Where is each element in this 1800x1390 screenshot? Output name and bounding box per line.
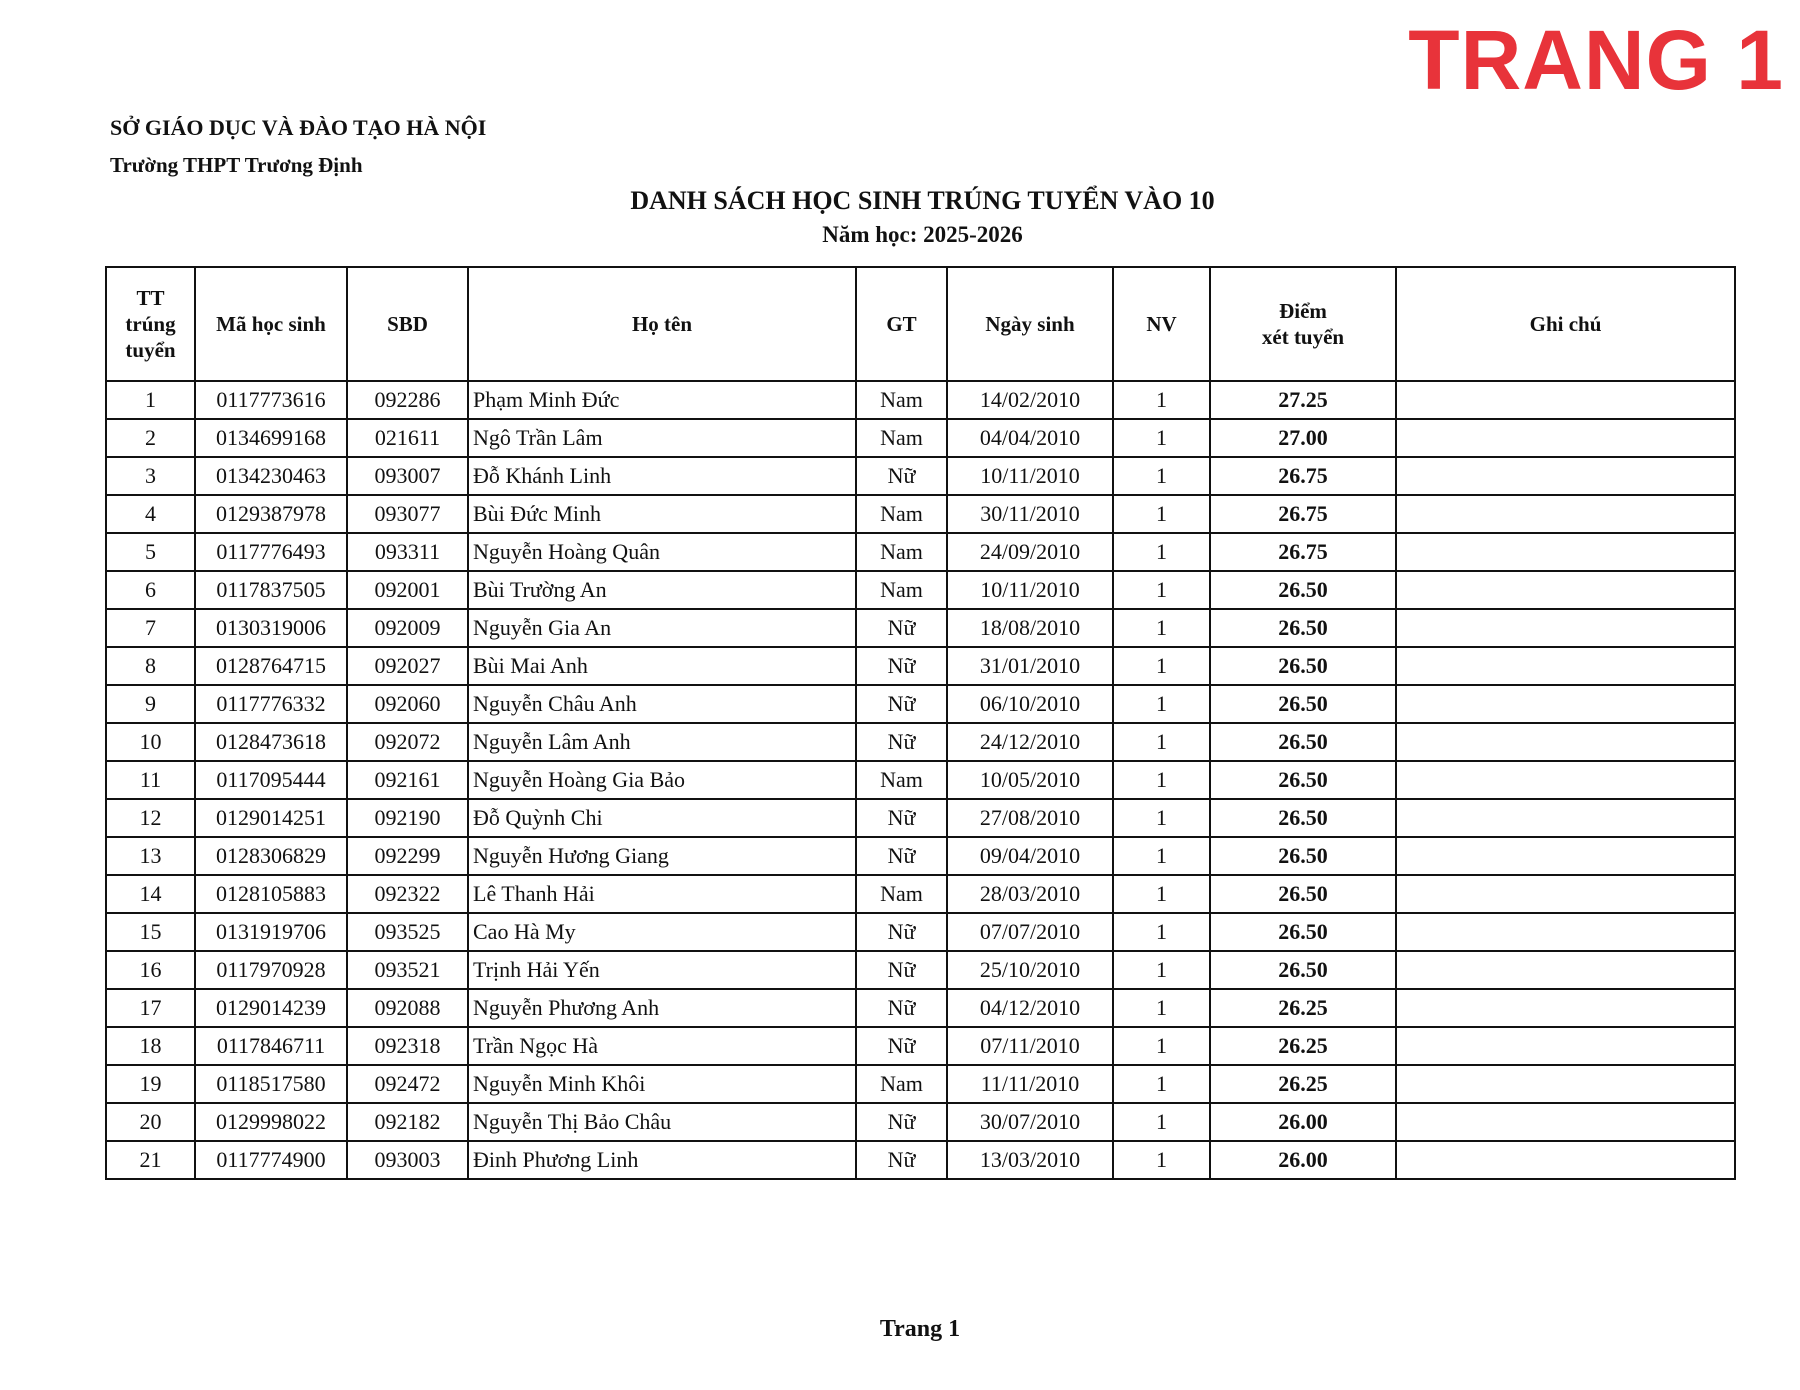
cell-student-id: 0134230463	[195, 457, 347, 495]
cell-student-id: 0128473618	[195, 723, 347, 761]
cell-gender: Nam	[856, 571, 947, 609]
cell-student-id: 0129014251	[195, 799, 347, 837]
cell-rank: 12	[106, 799, 195, 837]
cell-score: 26.50	[1210, 723, 1396, 761]
cell-note	[1396, 1141, 1735, 1179]
cell-nv: 1	[1113, 381, 1210, 419]
cell-dob: 18/08/2010	[947, 609, 1113, 647]
cell-score: 26.00	[1210, 1103, 1396, 1141]
cell-note	[1396, 1103, 1735, 1141]
document-title: DANH SÁCH HỌC SINH TRÚNG TUYỂN VÀO 10	[630, 186, 1215, 215]
school-name: Trường THPT Trương Định	[110, 153, 363, 177]
cell-score: 26.75	[1210, 495, 1396, 533]
cell-nv: 1	[1113, 1027, 1210, 1065]
cell-name: Nguyễn Hoàng Gia Bảo	[468, 761, 856, 799]
cell-score: 26.25	[1210, 1065, 1396, 1103]
cell-note	[1396, 533, 1735, 571]
cell-name: Nguyễn Gia An	[468, 609, 856, 647]
cell-nv: 1	[1113, 495, 1210, 533]
cell-score: 26.50	[1210, 647, 1396, 685]
col-header-nv: NV	[1113, 267, 1210, 381]
cell-student-id: 0117773616	[195, 381, 347, 419]
cell-nv: 1	[1113, 1065, 1210, 1103]
cell-note	[1396, 457, 1735, 495]
cell-name: Ngô Trần Lâm	[468, 419, 856, 457]
cell-nv: 1	[1113, 609, 1210, 647]
cell-note	[1396, 837, 1735, 875]
cell-note	[1396, 875, 1735, 913]
col-header-rank-line2: trúng	[125, 311, 176, 336]
cell-gender: Nam	[856, 419, 947, 457]
cell-student-id: 0131919706	[195, 913, 347, 951]
cell-gender: Nữ	[856, 723, 947, 761]
cell-sbd: 093311	[347, 533, 468, 571]
cell-sbd: 092088	[347, 989, 468, 1027]
cell-nv: 1	[1113, 913, 1210, 951]
cell-score: 26.50	[1210, 761, 1396, 799]
col-header-note: Ghi chú	[1396, 267, 1735, 381]
cell-score: 26.50	[1210, 837, 1396, 875]
cell-nv: 1	[1113, 723, 1210, 761]
cell-sbd: 092009	[347, 609, 468, 647]
cell-gender: Nữ	[856, 951, 947, 989]
col-header-rank-line1: TT	[136, 285, 165, 310]
cell-nv: 1	[1113, 1103, 1210, 1141]
table-row	[106, 761, 1735, 799]
cell-dob: 25/10/2010	[947, 951, 1113, 989]
table-row	[106, 989, 1735, 1027]
table-row	[106, 495, 1735, 533]
school-year: Năm học: 2025-2026	[822, 222, 1023, 247]
cell-note	[1396, 913, 1735, 951]
cell-student-id: 0129014239	[195, 989, 347, 1027]
cell-rank: 11	[106, 761, 195, 799]
cell-note	[1396, 609, 1735, 647]
cell-student-id: 0130319006	[195, 609, 347, 647]
cell-rank: 17	[106, 989, 195, 1027]
cell-nv: 1	[1113, 837, 1210, 875]
cell-note	[1396, 951, 1735, 989]
cell-name: Nguyễn Hương Giang	[468, 837, 856, 875]
table-row	[106, 1065, 1735, 1103]
cell-note	[1396, 381, 1735, 419]
cell-rank: 15	[106, 913, 195, 951]
cell-sbd: 093007	[347, 457, 468, 495]
cell-gender: Nữ	[856, 647, 947, 685]
cell-student-id: 0117095444	[195, 761, 347, 799]
admission-table	[105, 266, 1736, 1180]
col-header-rank	[106, 267, 195, 381]
cell-gender: Nữ	[856, 799, 947, 837]
table-body	[106, 381, 1735, 1179]
cell-sbd: 092161	[347, 761, 468, 799]
cell-nv: 1	[1113, 571, 1210, 609]
cell-gender: Nữ	[856, 1027, 947, 1065]
col-header-student-id: Mã học sinh	[195, 267, 347, 381]
cell-name: Nguyễn Lâm Anh	[468, 723, 856, 761]
cell-rank: 19	[106, 1065, 195, 1103]
cell-sbd: 092190	[347, 799, 468, 837]
cell-score: 26.50	[1210, 799, 1396, 837]
col-header-rank-line3: tuyển	[125, 338, 176, 363]
cell-note	[1396, 419, 1735, 457]
cell-student-id: 0117970928	[195, 951, 347, 989]
cell-dob: 14/02/2010	[947, 381, 1113, 419]
col-header-name: Họ tên	[468, 267, 856, 381]
table-row	[106, 723, 1735, 761]
cell-gender: Nữ	[856, 913, 947, 951]
cell-gender: Nam	[856, 381, 947, 419]
cell-name: Đinh Phương Linh	[468, 1141, 856, 1179]
cell-name: Phạm Minh Đức	[468, 381, 856, 419]
table-row	[106, 1027, 1735, 1065]
cell-sbd: 092318	[347, 1027, 468, 1065]
cell-rank: 21	[106, 1141, 195, 1179]
cell-rank: 16	[106, 951, 195, 989]
cell-name: Nguyễn Thị Bảo Châu	[468, 1103, 856, 1141]
cell-student-id: 0117776332	[195, 685, 347, 723]
cell-gender: Nữ	[856, 457, 947, 495]
cell-student-id: 0128105883	[195, 875, 347, 913]
table-row	[106, 837, 1735, 875]
cell-score: 27.00	[1210, 419, 1396, 457]
cell-sbd: 093521	[347, 951, 468, 989]
cell-score: 26.50	[1210, 875, 1396, 913]
page-stamp: TRANG 1	[1408, 13, 1784, 107]
cell-rank: 10	[106, 723, 195, 761]
cell-name: Trần Ngọc Hà	[468, 1027, 856, 1065]
col-header-dob: Ngày sinh	[947, 267, 1113, 381]
cell-dob: 04/04/2010	[947, 419, 1113, 457]
cell-rank: 8	[106, 647, 195, 685]
cell-sbd: 021611	[347, 419, 468, 457]
cell-gender: Nam	[856, 533, 947, 571]
cell-rank: 4	[106, 495, 195, 533]
table-row	[106, 1103, 1735, 1141]
cell-gender: Nữ	[856, 685, 947, 723]
cell-note	[1396, 1027, 1735, 1065]
cell-dob: 28/03/2010	[947, 875, 1113, 913]
table-row	[106, 875, 1735, 913]
table-row	[106, 457, 1735, 495]
cell-score: 26.75	[1210, 457, 1396, 495]
cell-dob: 06/10/2010	[947, 685, 1113, 723]
cell-sbd: 093077	[347, 495, 468, 533]
cell-score: 26.00	[1210, 1141, 1396, 1179]
cell-score: 26.50	[1210, 685, 1396, 723]
table-row	[106, 609, 1735, 647]
cell-student-id: 0118517580	[195, 1065, 347, 1103]
cell-name: Đỗ Khánh Linh	[468, 457, 856, 495]
cell-score: 26.50	[1210, 913, 1396, 951]
table-row	[106, 951, 1735, 989]
col-header-sbd: SBD	[347, 267, 468, 381]
cell-note	[1396, 495, 1735, 533]
cell-name: Cao Hà My	[468, 913, 856, 951]
cell-name: Bùi Trường An	[468, 571, 856, 609]
cell-dob: 10/05/2010	[947, 761, 1113, 799]
cell-name: Nguyễn Hoàng Quân	[468, 533, 856, 571]
cell-name: Trịnh Hải Yến	[468, 951, 856, 989]
cell-gender: Nam	[856, 1065, 947, 1103]
cell-sbd: 092472	[347, 1065, 468, 1103]
cell-sbd: 092182	[347, 1103, 468, 1141]
cell-nv: 1	[1113, 951, 1210, 989]
cell-student-id: 0117776493	[195, 533, 347, 571]
cell-rank: 1	[106, 381, 195, 419]
cell-score: 26.75	[1210, 533, 1396, 571]
cell-rank: 6	[106, 571, 195, 609]
cell-note	[1396, 761, 1735, 799]
cell-sbd: 092299	[347, 837, 468, 875]
cell-gender: Nữ	[856, 1103, 947, 1141]
cell-note	[1396, 1065, 1735, 1103]
cell-note	[1396, 723, 1735, 761]
cell-student-id: 0128764715	[195, 647, 347, 685]
table-row	[106, 647, 1735, 685]
cell-gender: Nữ	[856, 1141, 947, 1179]
cell-gender: Nữ	[856, 989, 947, 1027]
table-row	[106, 1141, 1735, 1179]
cell-sbd: 092286	[347, 381, 468, 419]
cell-dob: 27/08/2010	[947, 799, 1113, 837]
cell-student-id: 0129387978	[195, 495, 347, 533]
cell-sbd: 092322	[347, 875, 468, 913]
cell-nv: 1	[1113, 419, 1210, 457]
cell-student-id: 0128306829	[195, 837, 347, 875]
cell-note	[1396, 647, 1735, 685]
cell-dob: 24/09/2010	[947, 533, 1113, 571]
cell-dob: 07/11/2010	[947, 1027, 1113, 1065]
cell-student-id: 0134699168	[195, 419, 347, 457]
cell-sbd: 093003	[347, 1141, 468, 1179]
cell-nv: 1	[1113, 647, 1210, 685]
cell-name: Bùi Đức Minh	[468, 495, 856, 533]
cell-rank: 18	[106, 1027, 195, 1065]
cell-student-id: 0117837505	[195, 571, 347, 609]
cell-nv: 1	[1113, 799, 1210, 837]
cell-gender: Nữ	[856, 837, 947, 875]
cell-sbd: 092027	[347, 647, 468, 685]
cell-name: Bùi Mai Anh	[468, 647, 856, 685]
cell-dob: 11/11/2010	[947, 1065, 1113, 1103]
cell-note	[1396, 685, 1735, 723]
table-row	[106, 419, 1735, 457]
cell-nv: 1	[1113, 761, 1210, 799]
cell-sbd: 093525	[347, 913, 468, 951]
cell-score: 26.50	[1210, 609, 1396, 647]
table-row	[106, 381, 1735, 419]
cell-name: Nguyễn Minh Khôi	[468, 1065, 856, 1103]
cell-nv: 1	[1113, 875, 1210, 913]
cell-nv: 1	[1113, 457, 1210, 495]
cell-rank: 13	[106, 837, 195, 875]
table-row	[106, 533, 1735, 571]
cell-score: 26.25	[1210, 1027, 1396, 1065]
cell-score: 26.50	[1210, 571, 1396, 609]
cell-dob: 30/07/2010	[947, 1103, 1113, 1141]
cell-nv: 1	[1113, 685, 1210, 723]
cell-rank: 9	[106, 685, 195, 723]
cell-name: Đỗ Quỳnh Chi	[468, 799, 856, 837]
page-number: Trang 1	[879, 1316, 961, 1342]
col-header-gender: GT	[856, 267, 947, 381]
cell-gender: Nữ	[856, 609, 947, 647]
cell-score: 27.25	[1210, 381, 1396, 419]
cell-gender: Nam	[856, 761, 947, 799]
cell-nv: 1	[1113, 989, 1210, 1027]
cell-score: 26.50	[1210, 951, 1396, 989]
cell-rank: 2	[106, 419, 195, 457]
cell-student-id: 0129998022	[195, 1103, 347, 1141]
cell-dob: 24/12/2010	[947, 723, 1113, 761]
cell-rank: 20	[106, 1103, 195, 1141]
cell-name: Nguyễn Phương Anh	[468, 989, 856, 1027]
cell-rank: 3	[106, 457, 195, 495]
cell-dob: 09/04/2010	[947, 837, 1113, 875]
cell-student-id: 0117774900	[195, 1141, 347, 1179]
table-row	[106, 571, 1735, 609]
cell-rank: 5	[106, 533, 195, 571]
table-row	[106, 799, 1735, 837]
cell-sbd: 092072	[347, 723, 468, 761]
cell-dob: 07/07/2010	[947, 913, 1113, 951]
cell-note	[1396, 799, 1735, 837]
cell-gender: Nam	[856, 875, 947, 913]
cell-student-id: 0117846711	[195, 1027, 347, 1065]
cell-sbd: 092001	[347, 571, 468, 609]
col-header-score-line2: xét tuyển	[1261, 325, 1345, 349]
table-header-row	[106, 267, 1735, 381]
cell-dob: 10/11/2010	[947, 571, 1113, 609]
cell-gender: Nam	[856, 495, 947, 533]
cell-dob: 13/03/2010	[947, 1141, 1113, 1179]
cell-nv: 1	[1113, 1141, 1210, 1179]
cell-note	[1396, 571, 1735, 609]
col-header-score-line1: Điểm	[1279, 298, 1327, 323]
cell-rank: 14	[106, 875, 195, 913]
cell-nv: 1	[1113, 533, 1210, 571]
cell-dob: 31/01/2010	[947, 647, 1113, 685]
table-row	[106, 913, 1735, 951]
issuing-authority: SỞ GIÁO DỤC VÀ ĐÀO TẠO HÀ NỘI	[110, 115, 487, 140]
cell-dob: 30/11/2010	[947, 495, 1113, 533]
col-header-score	[1210, 267, 1396, 381]
cell-rank: 7	[106, 609, 195, 647]
cell-name: Nguyễn Châu Anh	[468, 685, 856, 723]
cell-dob: 04/12/2010	[947, 989, 1113, 1027]
cell-note	[1396, 989, 1735, 1027]
cell-name: Lê Thanh Hải	[468, 875, 856, 913]
table-row	[106, 685, 1735, 723]
cell-dob: 10/11/2010	[947, 457, 1113, 495]
cell-sbd: 092060	[347, 685, 468, 723]
cell-score: 26.25	[1210, 989, 1396, 1027]
